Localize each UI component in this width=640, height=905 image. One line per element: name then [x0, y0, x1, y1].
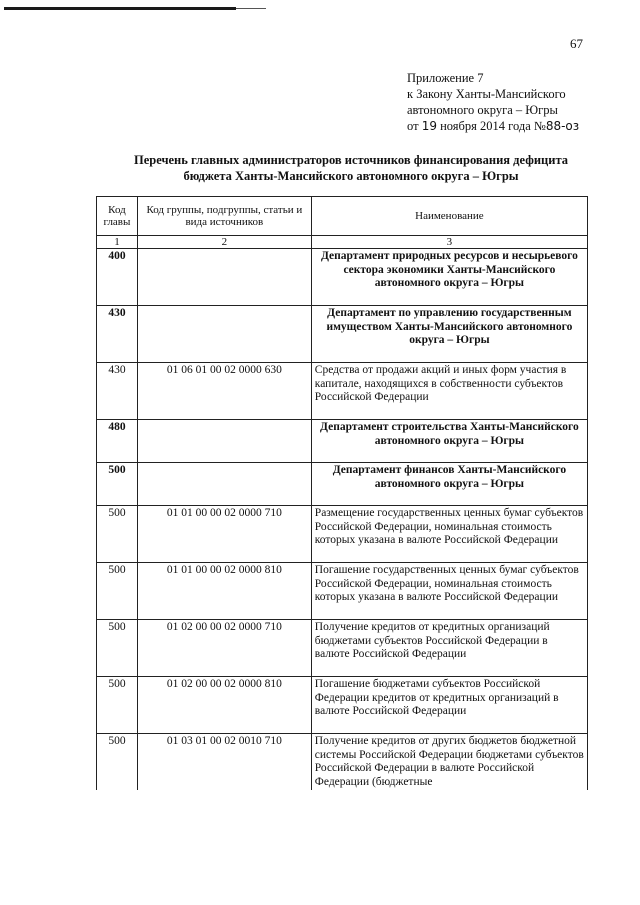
source-code: 01 06 01 00 02 0000 630	[137, 363, 311, 420]
source-name: Погашение государственных ценных бумаг субъектов Российской Федерации, номинальная стоимость которых указана в валюте Российской Федерации	[311, 563, 587, 620]
chapter-code: 480	[97, 420, 138, 463]
document-title	[96, 152, 606, 184]
source-name: Погашение бюджетами субъектов Российской Федерации кредитов от кредитных организаций в валюте Российской Федерации	[311, 677, 587, 734]
source-code	[137, 249, 311, 306]
source-name: Размещение государственных ценных бумаг субъектов Российской Федерации, номинальная стоимость которых указана в валюте Российской Федерации	[311, 506, 587, 563]
header-name: Наименование	[311, 197, 587, 236]
appendix-law-number: 88-оз	[545, 119, 580, 133]
source-code: 01 01 00 00 02 0000 810	[137, 563, 311, 620]
table-row	[97, 677, 588, 734]
table-header-row	[97, 197, 588, 236]
document-title-line-1: Перечень главных администраторов источников финансирования дефицита	[133, 153, 568, 167]
chapter-code: 400	[97, 249, 138, 306]
top-rule	[4, 7, 236, 10]
department-name: Департамент природных ресурсов и несырьевого сектора экономики Ханты-Мансийского автономного округа – Югры	[311, 249, 587, 306]
appendix-date-middle: ноября 2014 года №	[440, 119, 546, 133]
chapter-code: 430	[97, 363, 138, 420]
table-row	[97, 420, 588, 463]
column-number: 3	[311, 236, 587, 249]
department-name: Департамент финансов Ханты-Мансийского автономного округа – Югры	[311, 463, 587, 506]
administrators-table	[96, 196, 588, 790]
table-row	[97, 463, 588, 506]
source-name: Получение кредитов от других бюджетов бюджетной системы Российской Федерации бюджетами субъектов Российской Федерации в валюте Российской Федерации (бюджетные	[311, 734, 587, 791]
table-row	[97, 506, 588, 563]
chapter-code: 500	[97, 734, 138, 791]
source-name: Средства от продажи акций и иных форм участия в капитале, находящихся в собственности субъектов Российской Федерации	[311, 363, 587, 420]
appendix-line-3: автономного округа – Югры	[407, 103, 558, 117]
top-rule-thin	[236, 8, 266, 9]
appendix-day: 19	[421, 119, 437, 133]
table-row	[97, 620, 588, 677]
chapter-code: 500	[97, 463, 138, 506]
column-numbers-row	[97, 236, 588, 249]
source-code: 01 02 00 00 02 0000 810	[137, 677, 311, 734]
chapter-code: 500	[97, 677, 138, 734]
source-code: 01 01 00 00 02 0000 710	[137, 506, 311, 563]
table-row	[97, 363, 588, 420]
appendix-line-4	[407, 118, 579, 134]
table-row	[97, 734, 588, 791]
header-chapter-code: Код главы	[97, 197, 138, 236]
source-code: 01 03 01 00 02 0010 710	[137, 734, 311, 791]
department-name: Департамент по управлению государственным имуществом Ханты-Мансийского автономного округа – Югры	[311, 306, 587, 363]
source-code	[137, 420, 311, 463]
table-row	[97, 249, 588, 306]
appendix-line-1: Приложение 7	[407, 71, 484, 85]
page-number: 67	[570, 36, 583, 51]
table-row	[97, 563, 588, 620]
source-name: Получение кредитов от кредитных организаций бюджетами субъектов Российской Федерации в валюте Российской Федерации	[311, 620, 587, 677]
column-number: 2	[137, 236, 311, 249]
appendix-block	[407, 70, 579, 134]
appendix-line-2: к Закону Ханты-Мансийского	[407, 87, 566, 101]
source-code	[137, 306, 311, 363]
chapter-code: 500	[97, 620, 138, 677]
chapter-code: 500	[97, 563, 138, 620]
chapter-code: 430	[97, 306, 138, 363]
table-row	[97, 306, 588, 363]
source-code: 01 02 00 00 02 0000 710	[137, 620, 311, 677]
header-source-code: Код группы, подгруппы, статьи и вида источников	[137, 197, 311, 236]
column-number: 1	[97, 236, 138, 249]
chapter-code: 500	[97, 506, 138, 563]
source-code	[137, 463, 311, 506]
appendix-date-prefix: от	[407, 119, 419, 133]
document-title-line-2: бюджета Ханты-Мансийского автономного округа – Югры	[183, 169, 519, 183]
department-name: Департамент строительства Ханты-Мансийского автономного округа – Югры	[311, 420, 587, 463]
